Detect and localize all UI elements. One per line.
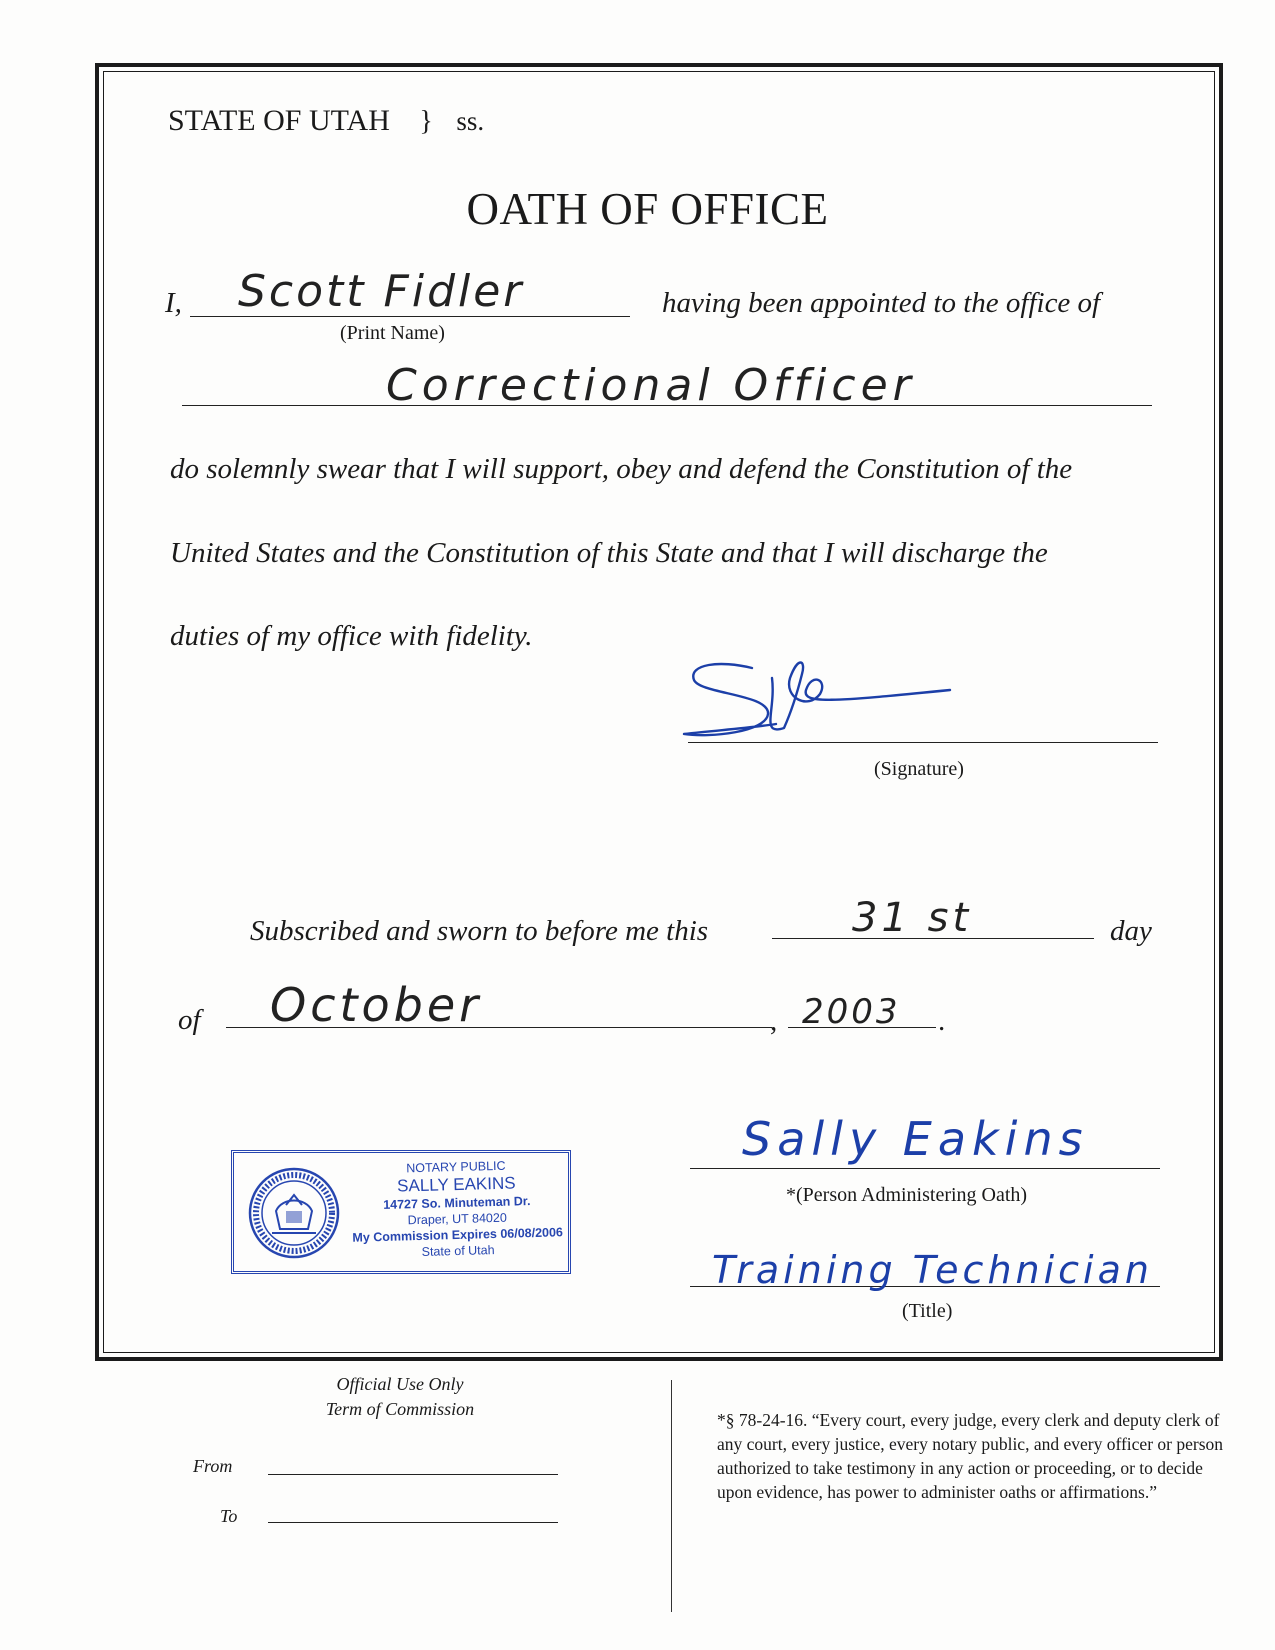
year-handwritten: 2003 [802, 992, 901, 1032]
oath-body-line-2: United States and the Constitution of this State and that I will discharge the [170, 537, 1048, 569]
term-of-commission-heading: Term of Commission [325, 1399, 475, 1419]
seal-line-notary-public: NOTARY PUBLIC [406, 1158, 506, 1176]
print-name-caption: (Print Name) [340, 322, 445, 344]
seal-line-name: SALLY EAKINS [396, 1173, 516, 1196]
title-handwritten: Training Technician [712, 1248, 1153, 1292]
from-line [268, 1474, 558, 1475]
footer-divider [671, 1380, 672, 1612]
from-label: From [193, 1456, 233, 1476]
year-period: . [938, 1005, 946, 1037]
signature-caption: (Signature) [874, 758, 964, 780]
seal-line-street: 14727 So. Minuteman Dr. [383, 1194, 531, 1212]
ss-mark: ss. [456, 106, 485, 136]
state-name: STATE OF UTAH [168, 104, 390, 137]
seal-line-city: Draper, UT 84020 [407, 1210, 507, 1228]
day-word: day [1110, 915, 1152, 947]
day-handwritten: 31 st [852, 895, 973, 941]
seal-line-state: State of Utah [421, 1243, 495, 1259]
administrator-caption: *(Person Administering Oath) [786, 1184, 1028, 1206]
statute-footnote: *§ 78-24-16. “Every court, every judge, every clerk and deputy clerk of any court, every justice, every notary public, and every officer or person authorized to take testimony in any action or proceeding, or to decide upon evidence, has power to administer oaths or affirmations.” [717, 1410, 1224, 1502]
office-handwritten: Correctional Officer [386, 360, 916, 411]
brace-mark: } [419, 106, 433, 137]
state-header [168, 104, 484, 138]
name-handwritten: Scott Fidler [238, 266, 525, 317]
page-title: OATH OF OFFICE [466, 184, 829, 234]
administrator-signature-line [690, 1168, 1160, 1169]
i-prefix: I, [165, 287, 182, 319]
official-use-heading: Official Use Only [336, 1374, 464, 1394]
seal-line-commission: My Commission Expires 06/08/2006 [352, 1225, 564, 1245]
month-comma: , [770, 1005, 778, 1037]
to-line [268, 1522, 558, 1523]
appointed-text: having been appointed to the office of [662, 287, 1101, 319]
of-word: of [178, 1004, 201, 1036]
oath-body-line-3: duties of my office with fidelity. [170, 620, 533, 652]
title-caption: (Title) [902, 1300, 953, 1322]
administrator-signature: Sally Eakins [742, 1112, 1089, 1166]
month-handwritten: October [270, 978, 483, 1032]
notary-seal-stamp [231, 1150, 571, 1274]
oath-body-line-1: do solemnly swear that I will support, obey and defend the Constitution of the [170, 453, 1073, 485]
notary-seal-text [345, 1156, 570, 1262]
subscribed-text: Subscribed and sworn to before me this [250, 915, 709, 947]
oath-taker-signature [680, 650, 1000, 760]
to-label: To [220, 1506, 238, 1526]
utah-great-seal-emblem [246, 1165, 342, 1261]
